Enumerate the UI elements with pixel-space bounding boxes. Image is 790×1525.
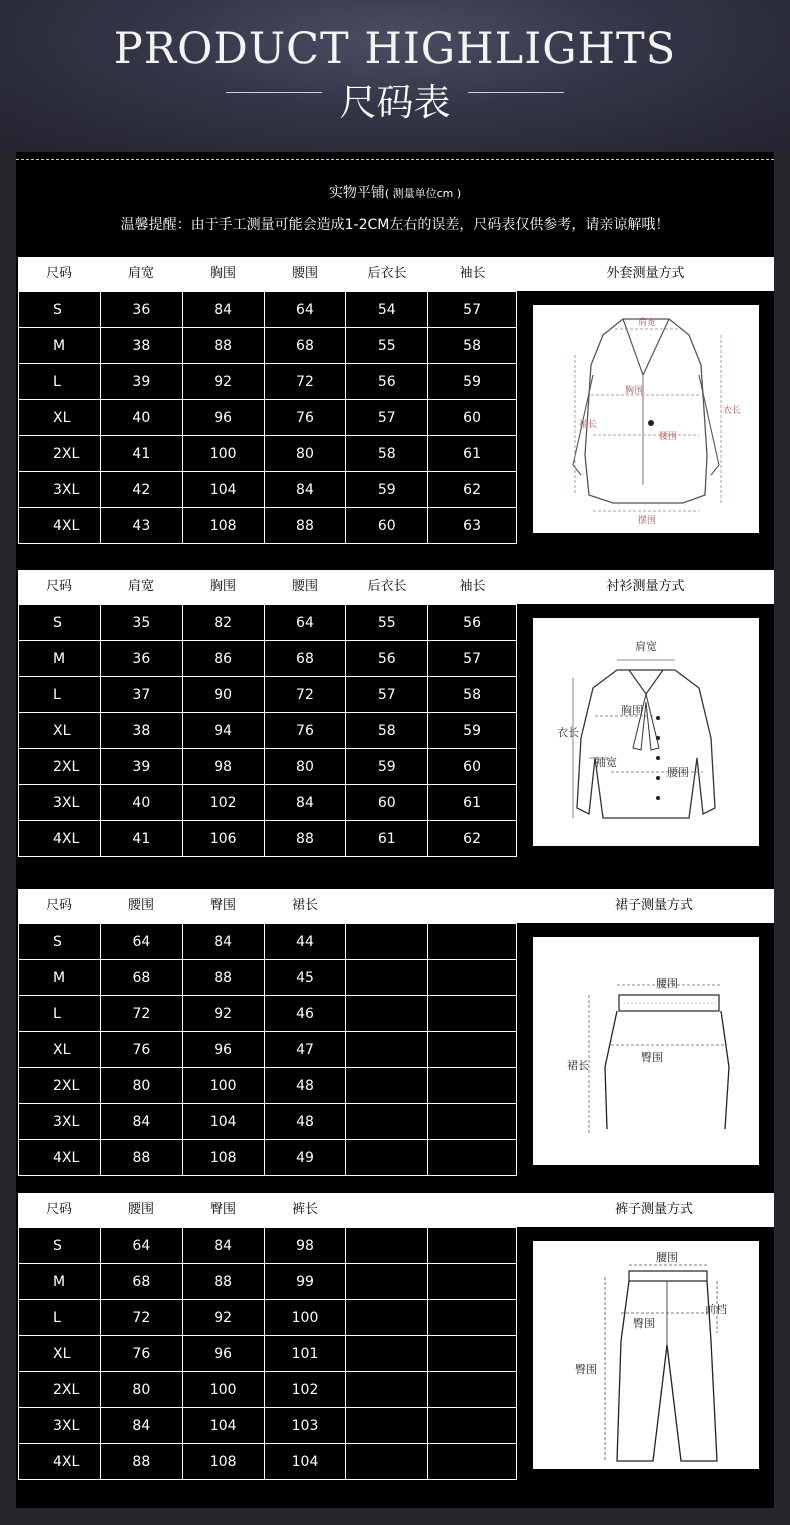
table-cell: 60 <box>428 400 517 436</box>
measure-method <box>16 182 774 202</box>
table-cell: 36 <box>100 641 182 677</box>
table-row <box>19 436 517 472</box>
size-cell: L <box>19 677 101 713</box>
table-cell: 101 <box>264 1336 346 1372</box>
table-row <box>19 924 517 960</box>
table-row <box>19 1228 517 1264</box>
header-waist: 腰围 <box>291 579 318 594</box>
table-cell: 40 <box>100 785 182 821</box>
table-cell <box>346 1372 428 1408</box>
diagram-label: 袖长 <box>579 420 598 430</box>
header-trouser-length: 裤长 <box>291 1202 318 1217</box>
header-size: 尺码 <box>45 266 72 281</box>
table-row <box>19 1408 517 1444</box>
size-cell: 3XL <box>19 472 101 508</box>
table-cell <box>346 960 428 996</box>
table-cell <box>346 1068 428 1104</box>
table-row <box>19 996 517 1032</box>
size-cell: M <box>19 960 101 996</box>
table-cell: 58 <box>428 677 517 713</box>
table-cell: 43 <box>100 508 182 544</box>
table-cell: 76 <box>100 1336 182 1372</box>
table-cell: 92 <box>182 364 264 400</box>
table-cell: 90 <box>182 677 264 713</box>
header-waist: 腰围 <box>291 266 318 281</box>
jacket-diagram <box>533 305 759 533</box>
dashed-divider <box>16 159 774 160</box>
size-cell: M <box>19 641 101 677</box>
trousers-sketch <box>533 1241 759 1469</box>
page-title: PRODUCT HIGHLIGHTS <box>113 24 677 74</box>
size-cell: 3XL <box>19 785 101 821</box>
table-cell: 104 <box>182 1408 264 1444</box>
table-cell: 44 <box>264 924 346 960</box>
diagram-label: 腰围 <box>656 977 678 990</box>
table-cell: 46 <box>264 996 346 1032</box>
diagram-title: 衬衫测量方式 <box>606 579 685 594</box>
table-cell: 56 <box>428 605 517 641</box>
diagram-label: 袖宽 <box>595 756 617 769</box>
diagram-title: 裤子测量方式 <box>614 1202 693 1217</box>
size-grid <box>18 1227 517 1480</box>
table-cell: 80 <box>264 749 346 785</box>
table-row <box>19 400 517 436</box>
table-cell: 88 <box>100 1140 182 1176</box>
table-cell: 98 <box>264 1228 346 1264</box>
diagram-label: 腰围 <box>667 766 689 779</box>
header-size: 尺码 <box>45 1202 72 1217</box>
table-row <box>19 1372 517 1408</box>
table-cell: 40 <box>100 400 182 436</box>
table-cell <box>428 1300 517 1336</box>
size-cell: M <box>19 1264 101 1300</box>
table-cell: 68 <box>100 1264 182 1300</box>
table-row <box>19 605 517 641</box>
table-cell: 59 <box>428 364 517 400</box>
table-cell: 57 <box>346 400 428 436</box>
header-chest: 胸围 <box>209 266 236 281</box>
table-cell <box>428 1104 517 1140</box>
table-cell: 94 <box>182 713 264 749</box>
table-cell <box>346 1300 428 1336</box>
table-cell: 61 <box>428 436 517 472</box>
table-cell <box>428 1140 517 1176</box>
size-cell: 2XL <box>19 1372 101 1408</box>
table-cell: 72 <box>264 677 346 713</box>
table-cell: 88 <box>264 821 346 857</box>
size-cell: S <box>19 924 101 960</box>
table-cell: 37 <box>100 677 182 713</box>
table-cell: 60 <box>428 749 517 785</box>
table-cell <box>428 996 517 1032</box>
shirt-sketch <box>533 618 759 846</box>
table-row <box>19 1300 517 1336</box>
table-cell <box>346 1104 428 1140</box>
header-waist: 腰围 <box>127 1202 154 1217</box>
table-cell <box>346 1032 428 1068</box>
table-cell <box>428 960 517 996</box>
table-cell: 108 <box>182 508 264 544</box>
table-cell <box>346 996 428 1032</box>
table-cell <box>428 1408 517 1444</box>
table-cell: 57 <box>428 641 517 677</box>
table-row <box>19 508 517 544</box>
size-cell: 3XL <box>19 1104 101 1140</box>
size-cell: 4XL <box>19 1444 101 1480</box>
diagram-label: 胸围 <box>625 386 644 396</box>
size-cell: 4XL <box>19 1140 101 1176</box>
table-cell <box>428 1372 517 1408</box>
table-cell: 59 <box>428 713 517 749</box>
table-cell: 100 <box>182 436 264 472</box>
table-cell: 80 <box>100 1068 182 1104</box>
header-waist: 腰围 <box>127 898 154 913</box>
table-cell: 99 <box>264 1264 346 1300</box>
size-cell: 2XL <box>19 436 101 472</box>
table-row <box>19 713 517 749</box>
table-cell: 58 <box>346 713 428 749</box>
table-cell <box>346 1264 428 1300</box>
table-cell: 49 <box>264 1140 346 1176</box>
table-cell: 104 <box>264 1444 346 1480</box>
table-cell: 68 <box>264 328 346 364</box>
table-row <box>19 641 517 677</box>
size-cell: L <box>19 996 101 1032</box>
table-cell: 58 <box>346 436 428 472</box>
table-cell: 76 <box>264 400 346 436</box>
table-cell: 84 <box>182 924 264 960</box>
table-cell: 38 <box>100 713 182 749</box>
table-row <box>19 292 517 328</box>
table-cell: 84 <box>100 1408 182 1444</box>
table-cell: 88 <box>264 508 346 544</box>
header-size: 尺码 <box>45 579 72 594</box>
table-cell: 57 <box>428 292 517 328</box>
size-cell: 4XL <box>19 508 101 544</box>
table-cell: 72 <box>264 364 346 400</box>
table-cell: 57 <box>346 677 428 713</box>
table-cell: 108 <box>182 1444 264 1480</box>
size-cell: XL <box>19 400 101 436</box>
table-cell: 55 <box>346 328 428 364</box>
table-cell: 84 <box>182 292 264 328</box>
table-cell: 96 <box>182 400 264 436</box>
table-cell: 88 <box>100 1444 182 1480</box>
trousers-diagram <box>533 1241 759 1469</box>
table-header-row <box>18 257 774 291</box>
diagram-label: 腰围 <box>656 1251 678 1264</box>
measure-method-text: 实物平铺 <box>328 185 385 201</box>
size-cell: M <box>19 328 101 364</box>
table-cell: 59 <box>346 749 428 785</box>
size-cell: XL <box>19 1032 101 1068</box>
table-cell: 62 <box>428 821 517 857</box>
table-cell: 60 <box>346 508 428 544</box>
table-cell: 60 <box>346 785 428 821</box>
size-cell: S <box>19 292 101 328</box>
table-cell: 100 <box>182 1068 264 1104</box>
table-cell: 100 <box>264 1300 346 1336</box>
table-cell: 106 <box>182 821 264 857</box>
table-cell: 68 <box>100 960 182 996</box>
diagram-label: 臀围 <box>633 1317 655 1330</box>
table-cell: 104 <box>182 472 264 508</box>
table-cell <box>346 1336 428 1372</box>
diagram-label: 衣长 <box>557 726 579 739</box>
table-cell: 92 <box>182 1300 264 1336</box>
table-row <box>19 1264 517 1300</box>
diagram-label: 臀围 <box>641 1051 663 1064</box>
measure-warning: 温馨提醒：由于手工测量可能会造成1-2CM左右的误差，尺码表仅供参考，请亲谅解哦！ <box>120 217 670 233</box>
size-cell: S <box>19 605 101 641</box>
table-row <box>19 1104 517 1140</box>
table-row <box>19 785 517 821</box>
size-cell: L <box>19 1300 101 1336</box>
table-row <box>19 1336 517 1372</box>
table-cell: 88 <box>182 1264 264 1300</box>
table-cell: 84 <box>264 472 346 508</box>
table-cell <box>346 1444 428 1480</box>
table-cell: 42 <box>100 472 182 508</box>
table-cell: 88 <box>182 960 264 996</box>
table-header-row <box>18 889 774 923</box>
measure-unit: ( 测量单位cm ) <box>384 187 462 200</box>
table-row <box>19 821 517 857</box>
table-cell: 84 <box>264 785 346 821</box>
header-back-length: 后衣长 <box>367 579 407 594</box>
table-cell: 48 <box>264 1104 346 1140</box>
header-chest: 胸围 <box>209 579 236 594</box>
table-cell <box>428 1032 517 1068</box>
table-cell: 68 <box>264 641 346 677</box>
table-cell: 84 <box>182 1228 264 1264</box>
table-cell: 92 <box>182 996 264 1032</box>
table-row <box>19 1444 517 1480</box>
shirt-diagram <box>533 618 759 846</box>
size-cell: 3XL <box>19 1408 101 1444</box>
table-cell: 58 <box>428 328 517 364</box>
size-cell: XL <box>19 1336 101 1372</box>
diagram-label: 衣长 <box>723 406 742 416</box>
table-cell: 86 <box>182 641 264 677</box>
table-cell <box>428 1444 517 1480</box>
header-hip: 臀围 <box>209 1202 236 1217</box>
diagram-label: 前档 <box>705 1303 727 1316</box>
size-cell: L <box>19 364 101 400</box>
table-row <box>19 472 517 508</box>
table-cell: 64 <box>264 605 346 641</box>
diagram-label: 臀围 <box>575 1363 597 1376</box>
table-cell: 56 <box>346 641 428 677</box>
diagram-label: 腰围 <box>659 432 678 442</box>
table-cell <box>428 924 517 960</box>
table-header-row <box>18 1193 774 1227</box>
table-cell: 56 <box>346 364 428 400</box>
table-cell: 102 <box>182 785 264 821</box>
table-cell: 64 <box>100 1228 182 1264</box>
table-row <box>19 1032 517 1068</box>
skirt-sketch <box>533 937 759 1165</box>
table-cell: 41 <box>100 436 182 472</box>
diagram-label: 肩宽 <box>637 318 657 328</box>
table-cell: 38 <box>100 328 182 364</box>
table-cell: 54 <box>346 292 428 328</box>
table-cell: 64 <box>264 292 346 328</box>
diagram-title: 外套测量方式 <box>606 266 685 281</box>
table-row <box>19 364 517 400</box>
table-cell: 39 <box>100 749 182 785</box>
table-cell: 36 <box>100 292 182 328</box>
table-cell: 45 <box>264 960 346 996</box>
size-cell: 2XL <box>19 749 101 785</box>
table-cell: 82 <box>182 605 264 641</box>
table-cell: 47 <box>264 1032 346 1068</box>
table-row <box>19 1140 517 1176</box>
table-cell: 76 <box>100 1032 182 1068</box>
table-cell: 98 <box>182 749 264 785</box>
table-cell: 88 <box>182 328 264 364</box>
table-cell: 84 <box>100 1104 182 1140</box>
header-sleeve: 袖长 <box>459 266 486 281</box>
table-row <box>19 749 517 785</box>
table-row <box>19 1068 517 1104</box>
table-cell <box>346 1140 428 1176</box>
size-cell: 4XL <box>19 821 101 857</box>
size-cell: 2XL <box>19 1068 101 1104</box>
table-cell: 55 <box>346 605 428 641</box>
table-cell: 39 <box>100 364 182 400</box>
table-cell <box>346 924 428 960</box>
table-cell: 80 <box>100 1372 182 1408</box>
table-cell: 103 <box>264 1408 346 1444</box>
header-back-length: 后衣长 <box>367 266 407 281</box>
table-cell <box>428 1264 517 1300</box>
title-divider-right <box>468 92 564 93</box>
table-cell: 80 <box>264 436 346 472</box>
table-cell: 61 <box>346 821 428 857</box>
size-cell: S <box>19 1228 101 1264</box>
table-cell <box>346 1408 428 1444</box>
table-cell <box>346 1228 428 1264</box>
diagram-label: 胸围 <box>621 704 643 717</box>
table-cell: 108 <box>182 1140 264 1176</box>
skirt-diagram <box>533 937 759 1165</box>
table-cell: 41 <box>100 821 182 857</box>
table-row <box>19 677 517 713</box>
size-cell: XL <box>19 713 101 749</box>
header-size: 尺码 <box>45 898 72 913</box>
header-sleeve: 袖长 <box>459 579 486 594</box>
diagram-title: 裙子测量方式 <box>614 898 693 913</box>
page-subtitle: 尺码表 <box>339 81 451 124</box>
size-grid <box>18 291 517 544</box>
table-cell: 48 <box>264 1068 346 1104</box>
table-cell: 100 <box>182 1372 264 1408</box>
table-cell: 62 <box>428 472 517 508</box>
size-grid <box>18 604 517 857</box>
table-cell: 76 <box>264 713 346 749</box>
table-cell <box>428 1228 517 1264</box>
table-cell: 104 <box>182 1104 264 1140</box>
table-cell: 96 <box>182 1032 264 1068</box>
header-skirt-length: 裙长 <box>291 898 318 913</box>
table-cell: 72 <box>100 996 182 1032</box>
header-shoulder: 肩宽 <box>127 266 154 281</box>
table-row <box>19 328 517 364</box>
header-banner <box>0 0 790 152</box>
table-row <box>19 960 517 996</box>
table-cell: 102 <box>264 1372 346 1408</box>
diagram-label: 肩宽 <box>635 640 657 653</box>
table-cell <box>428 1336 517 1372</box>
table-cell: 64 <box>100 924 182 960</box>
table-cell: 96 <box>182 1336 264 1372</box>
table-cell: 35 <box>100 605 182 641</box>
diagram-label: 摆围 <box>637 516 657 526</box>
size-grid <box>18 923 517 1176</box>
diagram-label: 裙长 <box>567 1059 589 1072</box>
header-shoulder: 肩宽 <box>127 579 154 594</box>
table-cell: 59 <box>346 472 428 508</box>
table-header-row <box>18 570 774 604</box>
jacket-sketch <box>533 305 759 533</box>
header-hip: 臀围 <box>209 898 236 913</box>
table-cell: 61 <box>428 785 517 821</box>
table-cell: 72 <box>100 1300 182 1336</box>
table-cell <box>428 1068 517 1104</box>
table-cell: 63 <box>428 508 517 544</box>
